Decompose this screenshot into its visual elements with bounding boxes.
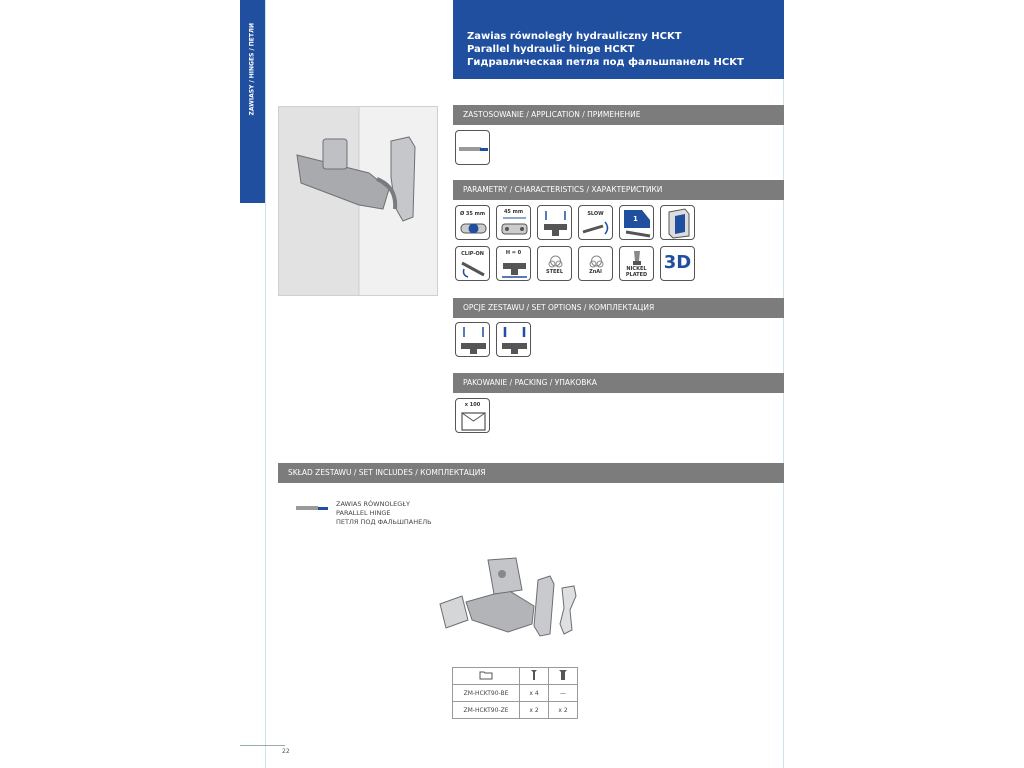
znal-label: ZnAl [589,269,602,275]
param-clip-on [455,246,490,281]
table-row [453,702,578,719]
title-pl: Zawias równoległy hydrauliczny HCKT [467,31,682,42]
option-icon-2 [496,322,531,357]
hinge-thumbnail-icon [296,502,330,514]
title-ru: Гидравлическая петля под фальшпанель HCKT [467,57,744,68]
table-header-row [453,668,578,685]
set-line-ru: ПЕТЛЯ ПОД ФАЛЬШПАНЕЛЬ [336,518,432,526]
clip-on-icon [456,247,490,281]
header-banner [453,0,784,79]
folder-icon [479,670,493,680]
section-bar-application: ZASTOSOWANIE / APPLICATION / ПРИМЕНЕНИЕ [453,105,784,125]
row-qty-b: x 2 [549,702,578,719]
soft-close-icon [579,206,613,240]
section-bar-options: OPCJE ZESTAWU / SET OPTIONS / КОМПЛЕКТАЦИЯ [453,298,784,318]
cup-label: Ø 35 mm [459,211,486,217]
spacing-label: 45 mm [503,209,524,215]
overlay-icon [661,206,695,240]
param-znal [578,246,613,281]
row-code: ZM-HCKT90-BE [453,685,520,702]
param-3d-adjust [660,246,695,281]
section-bar-packing: PAKOWANIE / PACKING / УПАКОВКА [453,373,784,393]
hinge-exploded-illustration [438,550,583,650]
steel-material-icon [538,247,572,281]
row-qty-a: x 4 [520,685,549,702]
clip-label: CLIP-ON [461,251,484,257]
nickel-label-2: PLATED [625,272,648,278]
param-steel [537,246,572,281]
param-overlay [660,205,695,240]
step-icon [620,206,654,240]
spec-table [452,667,578,719]
product-photo [278,106,438,296]
table-row [453,685,578,702]
param-screws [537,205,572,240]
screw-mount-icon [456,323,490,357]
screw-icon [530,669,538,681]
steel-label: STEEL [545,269,564,275]
set-line-en: PARALLEL HINGE [336,509,391,517]
parallel-hinge-icon [456,131,490,165]
row-qty-a: x 2 [520,702,549,719]
section-bar-includes: SKŁAD ZESTAWU / SET INCLUDES / КОМПЛЕКТАЦИЯ [278,463,784,483]
application-icon [455,130,490,165]
height-label: H = 0 [505,250,522,256]
euro-screw-mount-icon [497,323,531,357]
page-number: 22 [282,748,290,755]
row-qty-b: — [549,685,578,702]
footer-rule [240,745,285,746]
step-number: 1 [633,215,638,223]
sidebar-label [249,76,256,116]
param-soft-close [578,205,613,240]
height-icon [497,247,531,281]
euro-screw-icon [559,669,567,681]
spacing-icon [497,206,531,240]
param-height [496,246,531,281]
box-icon [456,399,490,433]
nickel-label-1: NICKEL [626,266,647,272]
znal-material-icon [579,247,613,281]
packing-box [455,398,490,433]
param-cup-diameter [455,205,490,240]
option-icon-1 [455,322,490,357]
param-spacing [496,205,531,240]
hinge-photo-illustration [279,107,437,295]
slow-label: SLOW [587,211,604,217]
table-header-screw-a [520,668,549,685]
param-step [619,205,654,240]
table-header-screw-b [549,668,578,685]
guide-line-left [265,0,266,768]
section-bar-parameters: PARAMETRY / CHARACTERISTICS / ХАРАКТЕРИСТИКИ [453,180,784,200]
cup-icon [456,206,490,240]
set-line-pl: ZAWIAS RÓWNOLEGŁY [336,500,410,508]
screws-icon [538,206,572,240]
row-code: ZM-HCKT90-ZE [453,702,520,719]
title-en: Parallel hydraulic hinge HCKT [467,44,635,55]
packing-qty: x 100 [464,402,481,408]
table-header-folder [453,668,520,685]
param-nickel-plated [619,246,654,281]
3d-label: 3D [663,252,692,273]
